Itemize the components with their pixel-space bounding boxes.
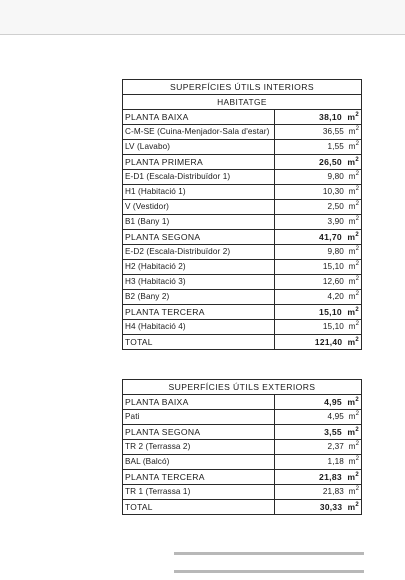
unit-exponent: 2 xyxy=(355,441,359,447)
area-value: 15,10 xyxy=(319,307,343,317)
row-value-cell xyxy=(275,290,362,305)
unit-text: m xyxy=(348,277,356,286)
area-unit xyxy=(349,142,359,151)
total-row xyxy=(123,500,362,515)
row-label: H1 (Habitació 1) xyxy=(123,185,275,200)
area-value: 3,90 xyxy=(327,217,344,226)
area-value: 1,55 xyxy=(327,142,344,151)
area-value: 4,95 xyxy=(327,412,344,421)
room-row xyxy=(123,485,362,500)
area-unit xyxy=(347,307,359,317)
interior-surfaces-table xyxy=(122,79,362,350)
room-row xyxy=(123,170,362,185)
exterior-surfaces-table xyxy=(122,379,362,515)
area-unit xyxy=(347,472,359,482)
interior-subtitle: HABITATGE xyxy=(123,95,362,110)
row-label: V (Vestidor) xyxy=(123,200,275,215)
unit-exponent: 2 xyxy=(355,427,359,433)
area-unit xyxy=(347,397,359,407)
room-row xyxy=(123,440,362,455)
unit-exponent: 2 xyxy=(355,291,359,297)
unit-exponent: 2 xyxy=(355,456,359,462)
unit-text: m xyxy=(347,157,356,167)
area-unit xyxy=(347,157,359,167)
area-unit xyxy=(349,277,359,286)
room-row xyxy=(123,245,362,260)
room-row xyxy=(123,200,362,215)
unit-text: m xyxy=(348,127,356,136)
row-value-cell xyxy=(275,470,362,485)
row-value-cell xyxy=(275,245,362,260)
unit-text: m xyxy=(348,187,356,196)
row-value-cell xyxy=(275,260,362,275)
room-row xyxy=(123,260,362,275)
unit-exponent: 2 xyxy=(355,486,359,492)
unit-text: m xyxy=(348,202,356,211)
area-unit xyxy=(349,127,359,136)
area-unit xyxy=(348,502,359,512)
area-value: 15,10 xyxy=(322,262,344,271)
area-unit xyxy=(349,442,359,451)
area-value: 1,18 xyxy=(327,457,344,466)
row-label: Pati xyxy=(123,410,275,425)
row-label: PLANTA TERCERA xyxy=(123,305,275,320)
unit-text: m xyxy=(347,472,356,482)
row-value-cell xyxy=(275,455,362,470)
unit-exponent: 2 xyxy=(355,232,359,238)
area-unit xyxy=(349,247,359,256)
row-value-cell xyxy=(275,215,362,230)
room-row xyxy=(123,455,362,470)
unit-exponent: 2 xyxy=(355,321,359,327)
area-value: 21,83 xyxy=(322,487,344,496)
unit-exponent: 2 xyxy=(355,112,359,118)
floor-row xyxy=(123,425,362,440)
area-value: 21,83 xyxy=(319,472,343,482)
row-label: PLANTA PRIMERA xyxy=(123,155,275,170)
unit-exponent: 2 xyxy=(355,307,359,313)
unit-exponent: 2 xyxy=(355,337,359,343)
row-label: TR 2 (Terrassa 2) xyxy=(123,440,275,455)
unit-text: m xyxy=(347,397,356,407)
area-unit xyxy=(347,112,359,122)
row-value-cell xyxy=(275,185,362,200)
interior-title-row xyxy=(123,80,362,95)
row-label: C-M-SE (Cuina-Menjador-Sala d'estar) xyxy=(123,125,275,140)
area-unit xyxy=(349,322,359,331)
exterior-title: SUPERFÍCIES ÚTILS EXTERIORS xyxy=(123,380,362,395)
floor-row xyxy=(123,395,362,410)
row-label: TR 1 (Terrassa 1) xyxy=(123,485,275,500)
row-value-cell xyxy=(275,140,362,155)
row-value-cell xyxy=(275,305,362,320)
unit-text: m xyxy=(348,292,356,301)
room-row xyxy=(123,125,362,140)
unit-text: m xyxy=(348,322,356,331)
row-label: H4 (Habitació 4) xyxy=(123,320,275,335)
unit-text: m xyxy=(347,502,356,512)
room-row xyxy=(123,320,362,335)
unit-exponent: 2 xyxy=(355,141,359,147)
row-value-cell xyxy=(275,110,362,125)
row-label: TOTAL xyxy=(123,500,275,515)
room-row xyxy=(123,185,362,200)
row-value-cell xyxy=(275,425,362,440)
row-value-cell xyxy=(275,230,362,245)
row-label: TOTAL xyxy=(123,335,275,350)
room-row xyxy=(123,215,362,230)
area-value: 10,30 xyxy=(322,187,344,196)
unit-text: m xyxy=(348,262,356,271)
unit-text: m xyxy=(348,172,356,181)
unit-text: m xyxy=(348,457,356,466)
floor-row xyxy=(123,305,362,320)
area-value: 2,50 xyxy=(327,202,344,211)
unit-text: m xyxy=(347,232,356,242)
unit-text: m xyxy=(348,412,356,421)
floor-row xyxy=(123,470,362,485)
area-unit xyxy=(348,337,359,347)
row-value-cell xyxy=(275,395,362,410)
area-value: 38,10 xyxy=(319,112,343,122)
row-value-cell xyxy=(275,155,362,170)
unit-exponent: 2 xyxy=(355,276,359,282)
floor-row xyxy=(123,110,362,125)
area-value: 121,40 xyxy=(314,337,343,347)
area-unit xyxy=(349,217,359,226)
area-unit xyxy=(347,427,359,437)
exterior-title-row xyxy=(123,380,362,395)
room-row xyxy=(123,290,362,305)
row-value-cell xyxy=(275,170,362,185)
row-label: H3 (Habitació 3) xyxy=(123,275,275,290)
area-value: 12,60 xyxy=(322,277,344,286)
row-label: B1 (Bany 1) xyxy=(123,215,275,230)
area-value: 3,55 xyxy=(324,427,343,437)
room-row xyxy=(123,275,362,290)
area-unit xyxy=(349,262,359,271)
row-label: BAL (Balcó) xyxy=(123,455,275,470)
unit-exponent: 2 xyxy=(355,186,359,192)
unit-exponent: 2 xyxy=(355,216,359,222)
room-row xyxy=(123,410,362,425)
unit-exponent: 2 xyxy=(355,502,359,508)
area-value: 30,33 xyxy=(319,502,343,512)
unit-text: m xyxy=(347,112,356,122)
area-unit xyxy=(349,187,359,196)
unit-text: m xyxy=(347,307,356,317)
row-label: PLANTA BAIXA xyxy=(123,395,275,410)
room-row xyxy=(123,140,362,155)
unit-exponent: 2 xyxy=(355,411,359,417)
row-value-cell xyxy=(275,410,362,425)
area-unit xyxy=(349,457,359,466)
row-label: PLANTA SEGONA xyxy=(123,230,275,245)
area-value: 41,70 xyxy=(319,232,343,242)
unit-exponent: 2 xyxy=(355,261,359,267)
unit-text: m xyxy=(348,442,356,451)
row-value-cell xyxy=(275,320,362,335)
row-label: E-D1 (Escala-Distribuïdor 1) xyxy=(123,170,275,185)
area-unit xyxy=(349,292,359,301)
row-value-cell xyxy=(275,440,362,455)
area-unit xyxy=(349,202,359,211)
unit-text: m xyxy=(348,247,356,256)
area-unit xyxy=(349,412,359,421)
unit-text: m xyxy=(348,142,356,151)
row-value-cell xyxy=(275,485,362,500)
area-unit xyxy=(349,487,359,496)
row-label: H2 (Habitació 2) xyxy=(123,260,275,275)
row-label: LV (Lavabo) xyxy=(123,140,275,155)
total-row xyxy=(123,335,362,350)
unit-text: m xyxy=(348,487,356,496)
unit-exponent: 2 xyxy=(355,246,359,252)
area-value: 9,80 xyxy=(327,172,344,181)
area-value: 9,80 xyxy=(327,247,344,256)
area-unit xyxy=(347,232,359,242)
unit-text: m xyxy=(347,337,356,347)
unit-text: m xyxy=(348,217,356,226)
unit-text: m xyxy=(347,427,356,437)
top-band xyxy=(0,0,405,35)
row-label: B2 (Bany 2) xyxy=(123,290,275,305)
unit-exponent: 2 xyxy=(355,472,359,478)
row-value-cell xyxy=(275,200,362,215)
row-value-cell xyxy=(275,500,362,515)
floor-row xyxy=(123,230,362,245)
divider-line xyxy=(174,552,364,555)
divider-line xyxy=(174,570,364,573)
interior-subtitle-row xyxy=(123,95,362,110)
interior-title: SUPERFÍCIES ÚTILS INTERIORS xyxy=(123,80,362,95)
row-label: PLANTA TERCERA xyxy=(123,470,275,485)
area-value: 15,10 xyxy=(322,322,344,331)
unit-exponent: 2 xyxy=(355,126,359,132)
area-value: 4,20 xyxy=(327,292,344,301)
row-value-cell xyxy=(275,275,362,290)
unit-exponent: 2 xyxy=(355,201,359,207)
row-label: PLANTA SEGONA xyxy=(123,425,275,440)
area-value: 36,55 xyxy=(322,127,344,136)
unit-exponent: 2 xyxy=(355,171,359,177)
area-unit xyxy=(349,172,359,181)
row-label: E-D2 (Escala-Distribuïdor 2) xyxy=(123,245,275,260)
area-value: 2,37 xyxy=(327,442,344,451)
area-value: 26,50 xyxy=(319,157,343,167)
row-value-cell xyxy=(275,125,362,140)
row-label: PLANTA BAIXA xyxy=(123,110,275,125)
unit-exponent: 2 xyxy=(355,397,359,403)
row-value-cell xyxy=(275,335,362,350)
area-value: 4,95 xyxy=(324,397,343,407)
floor-row xyxy=(123,155,362,170)
unit-exponent: 2 xyxy=(355,157,359,163)
